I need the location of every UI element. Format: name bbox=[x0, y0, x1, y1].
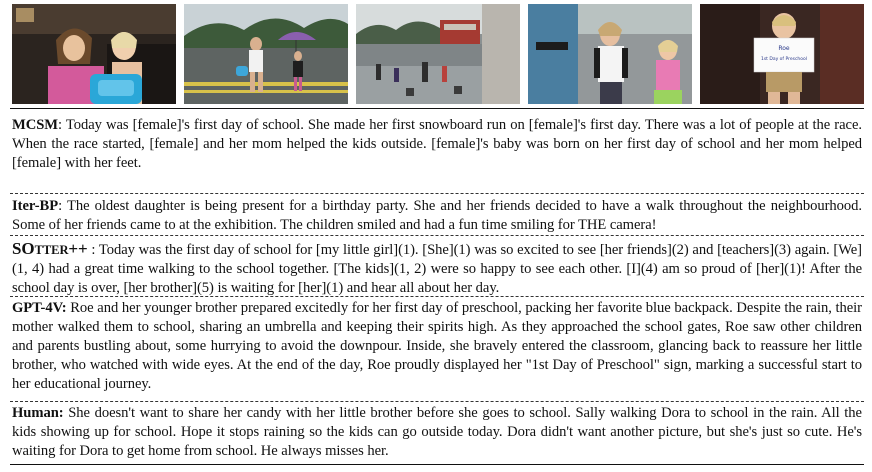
photo-strip bbox=[12, 4, 864, 104]
caption-text: She doesn't want to share her candy with her little brother before she goes to school. Sally walking Dora to school in the rain. All the kids showing up for school. Hope it stops raining so the kids can go outside today. Dora didn't want another picture, but she's just so cute. He's waiting for Dora to get home from school. He always misses her. bbox=[12, 405, 862, 459]
model-label bbox=[12, 239, 88, 258]
model-label-smallcaps: TTER bbox=[34, 243, 69, 257]
model-label-caps: SO bbox=[12, 239, 35, 258]
label-separator: : bbox=[87, 242, 96, 258]
sign-line-2: 1st Day of Preschool bbox=[760, 57, 808, 62]
bottom-rule bbox=[10, 464, 864, 465]
photo-walking-with-umbrella bbox=[184, 4, 348, 104]
caption-row-gpt-4v bbox=[12, 299, 862, 394]
row-divider bbox=[10, 235, 864, 236]
top-rule bbox=[10, 108, 864, 109]
caption-row-sotter bbox=[12, 239, 862, 298]
model-label-suffix: ++ bbox=[68, 239, 88, 258]
caption-text: Roe and her younger brother prepared excitedly for her first day of preschool, packing her favorite blue backpack. Despite the rain, their mother walked them to school, sharing an umbrella and keeping their spirits high. As they approached the school gates, Roe saw other children and parents bustling about, some hurrying to avoid the downpour. Inside, she bravely entered the classroom, glancing back to reassure her little brother, who watched with wide eyes. At the end of the day, Roe proudly displayed her "1st Day of Preschool" sign, marking a successful start to her educational journey. bbox=[12, 300, 862, 392]
label-separator: : bbox=[58, 198, 63, 214]
sign-line-1: Roe bbox=[778, 45, 790, 52]
model-label: GPT-4V: bbox=[12, 300, 67, 316]
caption-row-human bbox=[12, 404, 862, 461]
label-separator: : bbox=[58, 117, 63, 133]
model-label: MCSM bbox=[12, 117, 59, 133]
photo-boy-holding-sign bbox=[700, 4, 864, 104]
caption-text: The oldest daughter is being present for a birthday party. She and her friends decided to have a walk throughout the neighbourhood. Some of her friends came to at the exhibition. The children smiled and had a fun time smiling for THE camera! bbox=[12, 198, 862, 233]
caption-text: Today was [female]'s first day of school. She made her first snowboard run on [female]'s first day. There was a lot of people at the race. When the race started, [female] and her mom helped the kids outside. [female]'s baby was born on her first day of school and her mom helped [female] with her feet. bbox=[12, 117, 862, 171]
caption-row-mcsm bbox=[12, 116, 862, 173]
photo-rainy-school-street bbox=[356, 4, 520, 104]
model-label: Human: bbox=[12, 405, 64, 421]
model-label: Iter-BP bbox=[12, 198, 59, 214]
photo-girl-with-backpack-and-sister bbox=[528, 4, 692, 104]
photo-girls-on-couch-with-backpack bbox=[12, 4, 176, 104]
caption-text: Today was the first day of school for [my little girl](1). [She](1) was so excited to see [her friends](2) and [teachers](3) again. [We](1, 4) had a great time walking to the school together. [The kids](1, 2) were so happy to see each other. [I](4) am so proud of [her](1)! After the school day is over, [her brother](5) is waiting for [her](1) and hear all about her day. bbox=[12, 242, 862, 296]
caption-row-iter-bp bbox=[12, 197, 862, 235]
row-divider bbox=[10, 193, 864, 194]
row-divider bbox=[10, 296, 864, 297]
row-divider bbox=[10, 401, 864, 402]
